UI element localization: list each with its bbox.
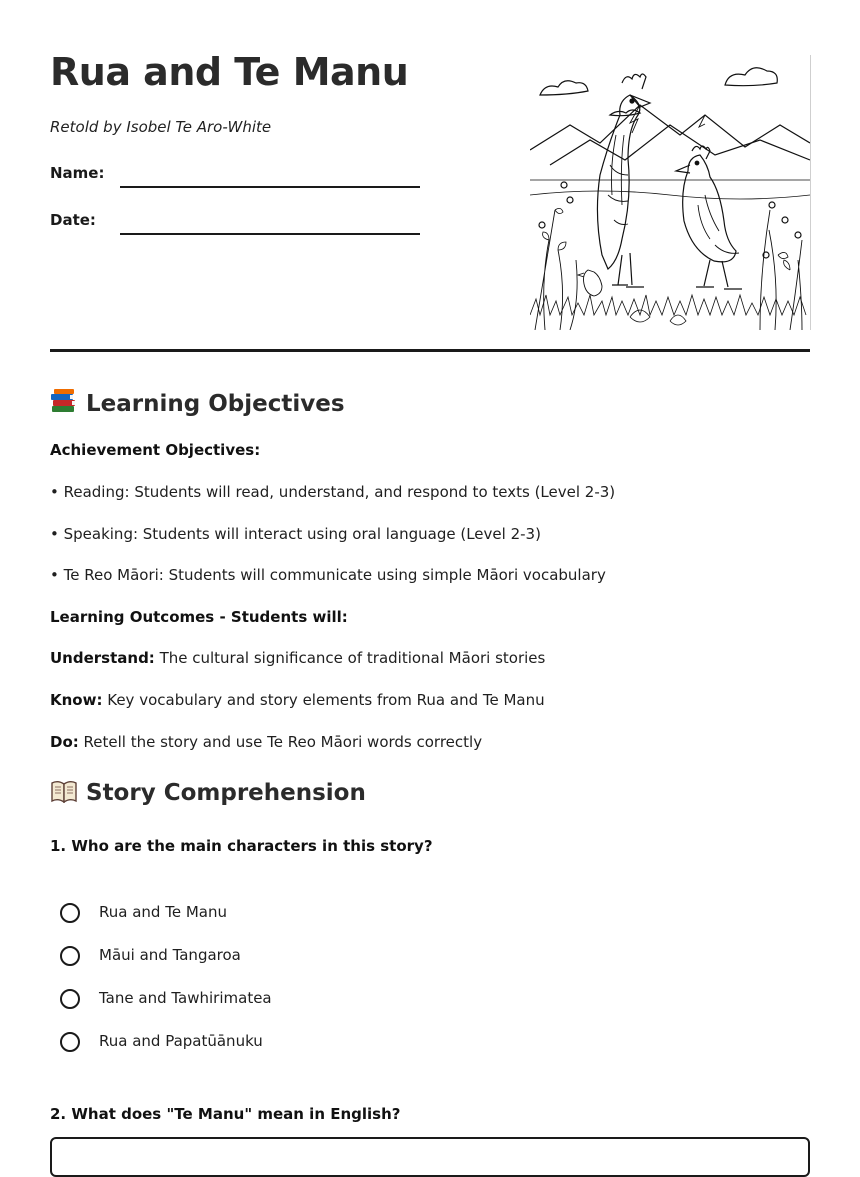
- worksheet-title: Rua and Te Manu: [50, 50, 409, 94]
- outcome-label: Do:: [50, 733, 79, 751]
- radio-button[interactable]: [60, 946, 80, 966]
- answer-option[interactable]: [60, 902, 560, 928]
- objective-item: • Te Reo Māori: Students will communicate using simple Māori vocabulary: [50, 566, 606, 584]
- outcome-text: The cultural significance of traditional Māori stories: [154, 649, 546, 667]
- name-label: Name:: [50, 164, 105, 182]
- option-label: Rua and Te Manu: [99, 903, 227, 921]
- birds-illustration: [530, 55, 811, 330]
- question-1: 1. Who are the main characters in this story?: [50, 837, 433, 855]
- name-field[interactable]: [50, 164, 420, 194]
- name-write-line[interactable]: [120, 186, 420, 188]
- learning-outcomes-label: Learning Outcomes - Students will:: [50, 608, 348, 626]
- story-comprehension-title: Story Comprehension: [86, 780, 366, 806]
- date-field[interactable]: [50, 211, 420, 241]
- question-2: 2. What does "Te Manu" mean in English?: [50, 1105, 401, 1123]
- date-write-line[interactable]: [120, 233, 420, 235]
- option-label: Māui and Tangaroa: [99, 946, 241, 964]
- story-comprehension-heading: [50, 779, 366, 809]
- outcome-label: Know:: [50, 691, 103, 709]
- outcome-text: Key vocabulary and story elements from Rua and Te Manu: [102, 691, 545, 709]
- open-book-icon: [50, 779, 78, 809]
- books-icon: [50, 388, 78, 420]
- learning-objectives-heading: [50, 388, 345, 420]
- radio-button[interactable]: [60, 903, 80, 923]
- answer-option[interactable]: [60, 988, 560, 1014]
- answer-option[interactable]: [60, 1031, 560, 1057]
- objective-item: • Reading: Students will read, understand, and respond to texts (Level 2-3): [50, 483, 616, 501]
- option-label: Tane and Tawhirimatea: [99, 989, 272, 1007]
- answer-option[interactable]: [60, 945, 560, 971]
- achievement-objectives-label: Achievement Objectives:: [50, 441, 261, 459]
- learning-objectives-title: Learning Objectives: [86, 391, 345, 417]
- radio-button[interactable]: [60, 1032, 80, 1052]
- outcome-text: Retell the story and use Te Reo Māori words correctly: [78, 733, 483, 751]
- outcome-understand: [50, 649, 545, 667]
- header-divider: [50, 349, 810, 352]
- byline: Retold by Isobel Te Aro-White: [50, 118, 272, 136]
- outcome-label: Understand:: [50, 649, 155, 667]
- date-label: Date:: [50, 211, 96, 229]
- objective-item: • Speaking: Students will interact using oral language (Level 2-3): [50, 525, 541, 543]
- outcome-know: [50, 691, 545, 709]
- option-label: Rua and Papatūānuku: [99, 1032, 263, 1050]
- answer-input-box[interactable]: [50, 1137, 810, 1177]
- radio-button[interactable]: [60, 989, 80, 1009]
- outcome-do: [50, 733, 482, 751]
